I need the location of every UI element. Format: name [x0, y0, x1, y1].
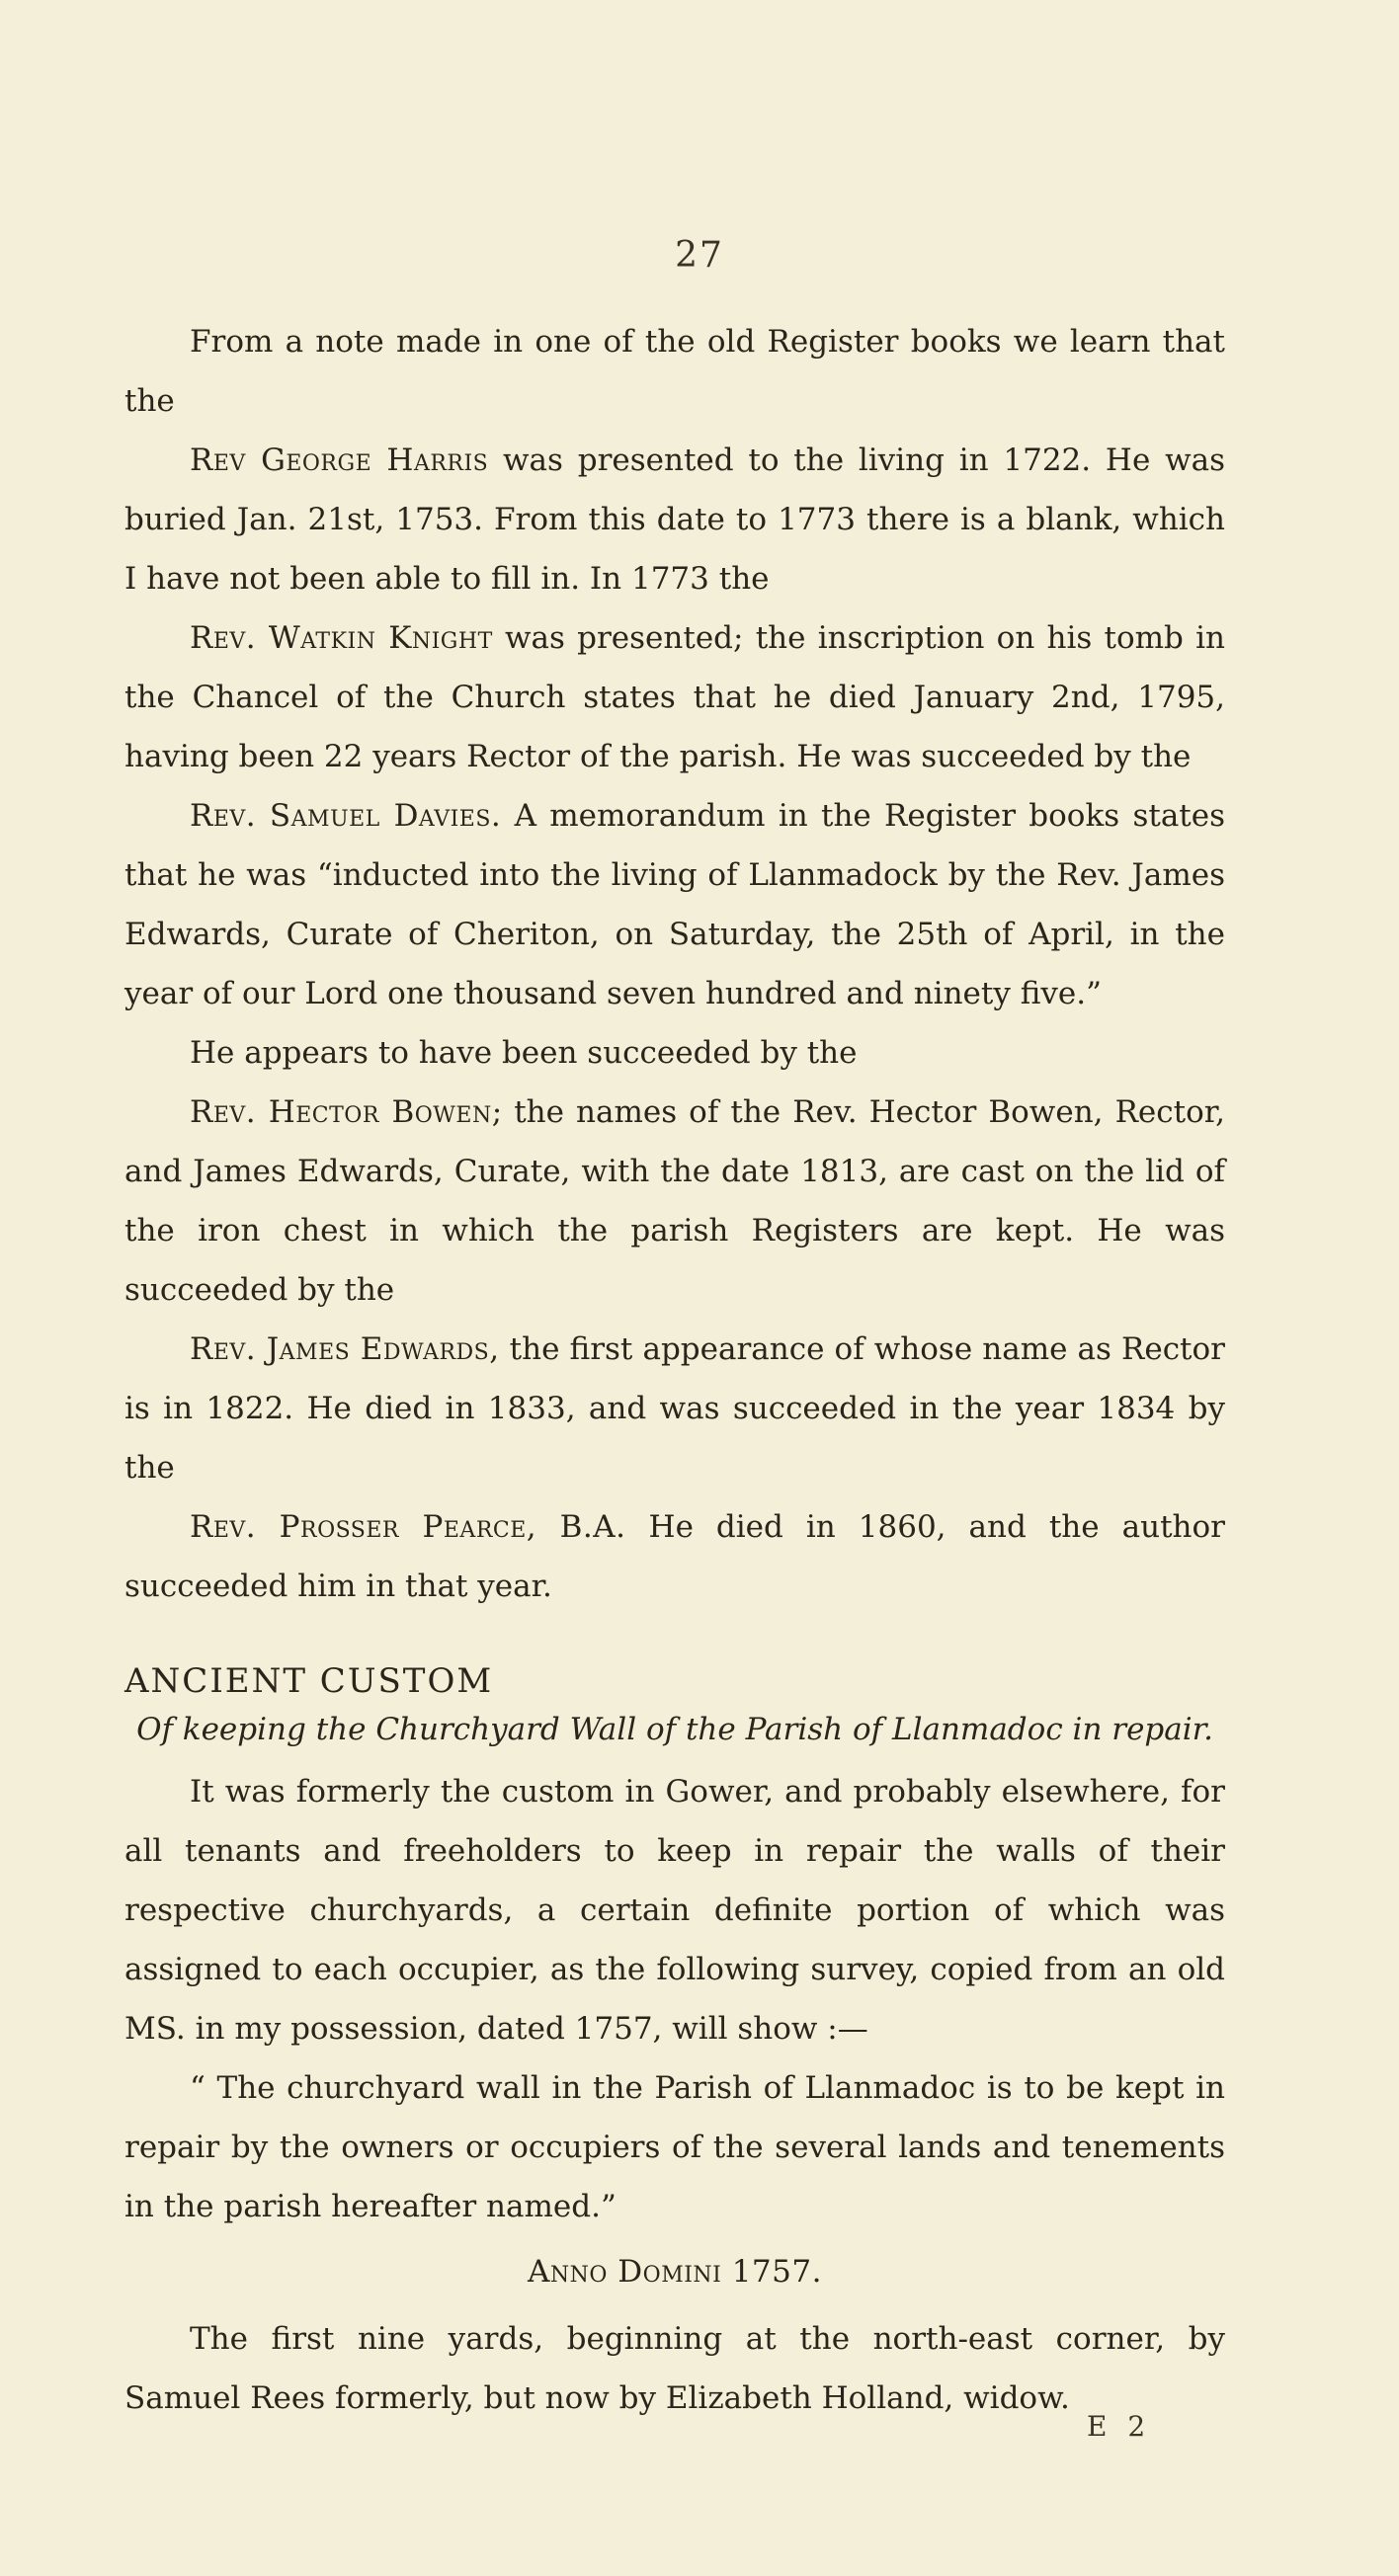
paragraph-samuel-davies [124, 786, 1225, 1023]
paragraph-text: A memorandum in the Register books states that he was “inducted into the living of Llanmadock by the Rev. James Edwards, Curate of Cheriton, on Saturday, the 25th of April, in the year of our Lord one thousand seven hundred and ninety five.” [124, 798, 1226, 1011]
paragraph-hector-bowen [124, 1083, 1225, 1320]
section-heading: ANCIENT CUSTOM [124, 1661, 494, 1701]
paragraph-text: ; the names of the Rev. Hector Bowen, Rector, and James Edwards, Curate, with the date 1813, are cast on the lid of the iron chest in which the parish Registers are kept. He was succeeded by the [124, 1094, 1226, 1308]
rector-name-samuel-davies: Rev. Samuel Davies. [190, 798, 502, 834]
paragraph-custom: It was formerly the custom in Gower, and probably elsewhere, for all tenants and freeholders to keep in repair the walls of their respective churchyards, a certain definite portion of which was assigned to each occupier, as the following survey, copied from an old MS. in my possession, dated 1757, will show :— [124, 1774, 1225, 2047]
paragraph-text: was presented to the living in 1722. He was buried Jan. 21st, 1753. From this date to 1773 there is a blank, which I have not been able to fill in. In 1773 the [124, 443, 1225, 597]
paragraph-first-nine-yards: The first nine yards, beginning at the north-east corner, by Samuel Rees formerly, but now by Elizabeth Holland, widow. [124, 2321, 1225, 2416]
paragraph-text: was presented; the inscription on his tomb in the Chancel of the Church states that he died January 2nd, 1795, having been 22 years Rector of the parish. He was succeeded by the [124, 620, 1226, 774]
page-number: 27 [675, 235, 724, 276]
page-body [124, 312, 1225, 2428]
paragraph-succession: He appears to have been succeeded by the [190, 1035, 858, 1071]
rector-name-james-edwards: Rev. James Edwards, [190, 1331, 500, 1367]
rector-name-hector-bowen: Rev. Hector Bowen [190, 1094, 492, 1130]
signature-mark: E 2 [1087, 2410, 1152, 2443]
rector-name-george-harris: Rev George Harris [190, 443, 489, 478]
paragraph-text: He died in 1860, and the author succeeded him in that year. [124, 1509, 1225, 1604]
rector-name-watkin-knight: Rev. Watkin Knight [190, 620, 493, 656]
paragraph-text: the first appearance of whose name as Rector is in 1822. He died in 1833, and was succeeded in the year 1834 by the [124, 1331, 1226, 1486]
paragraph-george-harris [124, 431, 1225, 608]
paragraph-survey-quote: “ The churchyard wall in the Parish of Llanmadoc is to be kept in repair by the owners or occupiers of the several lands and tenements in the parish hereafter named.” [124, 2070, 1225, 2224]
paragraph-watkin-knight [124, 608, 1225, 786]
anno-domini-heading: Anno Domini 1757. [528, 2254, 822, 2290]
paragraph-register-note: From a note made in one of the old Register books we learn that the [124, 324, 1225, 419]
paragraph-prosser-pearce [124, 1497, 1225, 1616]
rector-name-prosser-pearce: Rev. Prosser Pearce, B.A. [190, 1509, 626, 1545]
paragraph-james-edwards [124, 1320, 1225, 1497]
section-subheading: Of keeping the Churchyard Wall of the Parish of Llanmadoc in repair. [136, 1712, 1213, 1747]
